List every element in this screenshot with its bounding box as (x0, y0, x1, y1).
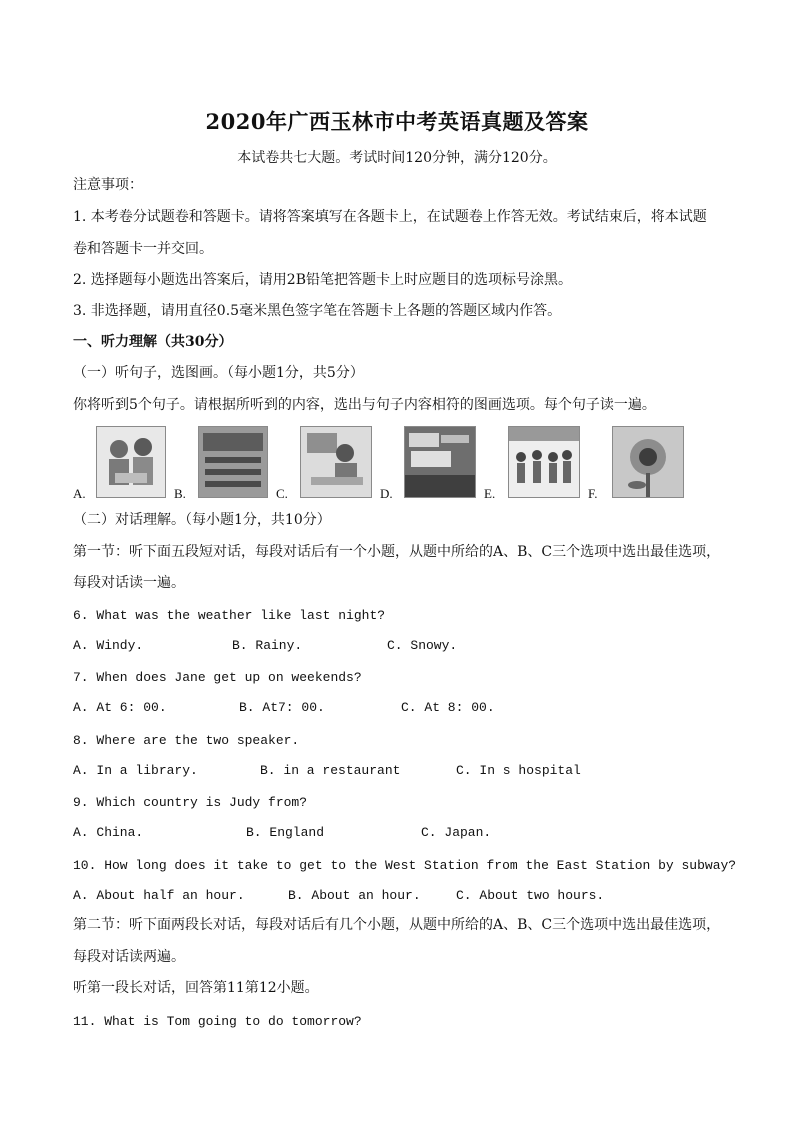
question-6-option-b: B. Rainy. (232, 638, 303, 653)
section-two-instruction: 第二节：听下面两段长对话，每段对话后有几个小题，从题中所给的A、B、C三个选项中选出最佳选项， (73, 917, 721, 933)
notice-3: 3. 非选择题，请用直径0.5毫米黑色签字笔在答题卡上各题的答题区域内作答。 (73, 303, 562, 319)
question-9-option-c: C. Japan. (421, 825, 492, 840)
picture-letter-f: F. (588, 486, 598, 501)
listen-first-dialogue: 听第一段长对话，回答第11第12小题。 (73, 980, 319, 996)
section-1-heading: 一、听力理解（共30分） (73, 334, 233, 350)
page-title: 2020年广西玉林市中考英语真题及答案 (205, 109, 589, 134)
question-9: 9. Which country is Judy from? (73, 795, 308, 810)
question-10-option-b: B. About an hour. (288, 888, 421, 903)
question-10-option-c: C. About two hours. (456, 888, 605, 903)
question-6-option-a: A. Windy. (73, 638, 144, 653)
page-subtitle: 本试卷共七大题。考试时间120分钟，满分120分。 (237, 150, 557, 166)
notice-2: 2. 选择题每小题选出答案后，请用2B铅笔把答题卡上时应题目的选项标号涂黑。 (73, 272, 573, 288)
section-two-instruction-cont: 每段对话读两遍。 (73, 949, 185, 965)
question-8-option-c: C. In s hospital (456, 763, 581, 778)
question-7-option-c: C. At 8: 00. (401, 700, 495, 715)
question-7-option-a: A. At 6: 00. (73, 700, 167, 715)
sunflower-picture (612, 426, 684, 498)
question-6-option-c: C. Snowy. (387, 638, 458, 653)
question-10-option-a: A. About half an hour. (73, 888, 245, 903)
picture-letter-b: B. (174, 486, 186, 501)
picture-letter-c: C. (276, 486, 288, 501)
poster-picture (404, 426, 476, 498)
question-11: 11. What is Tom going to do tomorrow? (73, 1014, 362, 1029)
question-8: 8. Where are the two speaker. (73, 733, 300, 748)
notice-1-cont: 卷和答题卡一并交回。 (73, 241, 213, 257)
question-7: 7. When does Jane get up on weekends? (73, 670, 362, 685)
question-8-option-a: A. In a library. (73, 763, 198, 778)
children-reading-picture (96, 426, 166, 498)
question-6: 6. What was the weather like last night? (73, 608, 386, 623)
picture-letter-e: E. (484, 486, 496, 501)
question-9-option-b: B. England (246, 825, 325, 840)
part-1-heading: （一）听句子，选图画。（每小题1分，共5分） (73, 365, 364, 381)
group-dancing-picture (508, 426, 580, 498)
part-1-instruction: 你将听到5个句子。请根据所听到的内容，选出与句子内容相符的图画选项。每个句子读一遍。 (73, 397, 656, 413)
question-8-option-b: B. in a restaurant (260, 763, 401, 778)
picture-letter-d: D. (380, 486, 393, 501)
question-10: 10. How long does it take to get to the West Station from the East Station by subway? (73, 858, 737, 873)
section-one-instruction: 第一节：听下面五段短对话，每段对话后有一个小题，从题中所给的A、B、C三个选项中选出最佳选项， (73, 544, 721, 560)
part-2-heading: （二）对话理解。（每小题1分，共10分） (73, 512, 331, 528)
notice-heading: 注意事项： (73, 177, 143, 193)
section-one-instruction-cont: 每段对话读一遍。 (73, 575, 185, 591)
question-7-option-b: B. At7: 00. (239, 700, 325, 715)
person-at-desk-picture (300, 426, 372, 498)
notice-1: 1. 本考卷分试题卷和答题卡。请将答案填写在各题卡上，在试题卷上作答无效。考试结束后，将本试题 (73, 209, 707, 225)
picture-letter-a: A. (73, 486, 86, 501)
question-9-option-a: A. China. (73, 825, 144, 840)
classroom-picture (198, 426, 268, 498)
